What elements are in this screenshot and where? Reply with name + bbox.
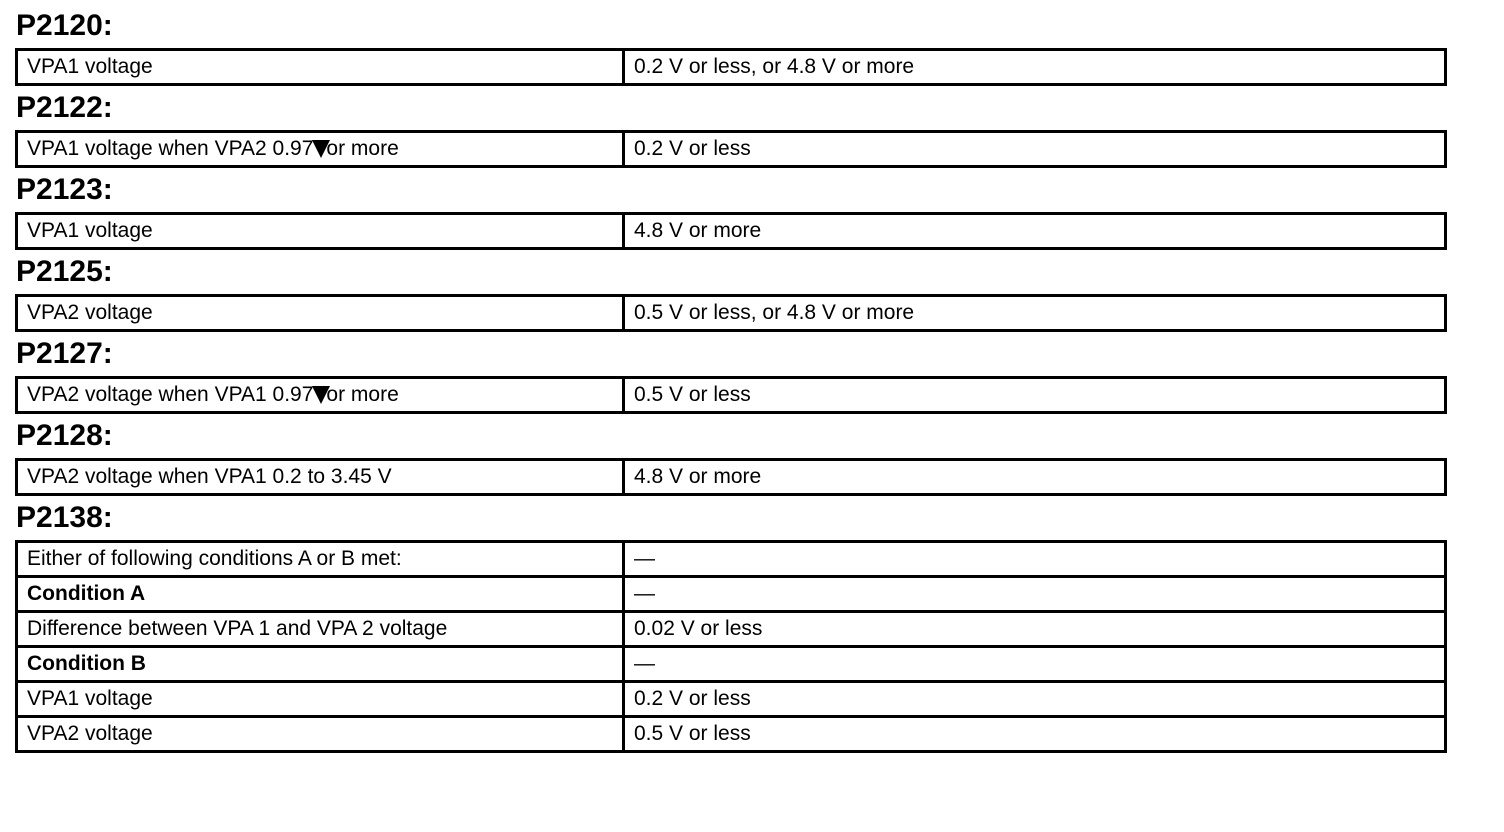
section-p2123	[15, 168, 1447, 250]
condition-cell	[17, 378, 624, 413]
condition-table	[15, 458, 1447, 496]
dtc-code-heading: P2123:	[16, 173, 113, 206]
table-row	[17, 577, 1446, 612]
table-row	[17, 682, 1446, 717]
table-row	[17, 378, 1446, 413]
threshold-cell: 0.02 V or less	[624, 612, 1446, 647]
condition-cell: VPA2 voltage	[17, 296, 624, 331]
dtc-code-heading: P2128:	[16, 419, 113, 452]
table-row	[17, 542, 1446, 577]
condition-cell	[17, 132, 624, 167]
dtc-code-heading: P2127:	[16, 337, 113, 370]
threshold-cell: —	[624, 577, 1446, 612]
threshold-cell: 0.2 V or less	[624, 132, 1446, 167]
condition-text: or more	[326, 383, 399, 406]
table-row	[17, 296, 1446, 331]
section-p2127	[15, 332, 1447, 414]
threshold-cell: 0.5 V or less, or 4.8 V or more	[624, 296, 1446, 331]
table-row	[17, 647, 1446, 682]
table-row	[17, 132, 1446, 167]
dtc-code-heading: P2120:	[16, 9, 113, 42]
condition-cell: Either of following conditions A or B met:	[17, 542, 624, 577]
condition-text: or more	[326, 137, 399, 160]
condition-text: VPA2 voltage when VPA1 0.97	[27, 383, 314, 406]
condition-b-label: Condition B	[17, 647, 624, 682]
threshold-cell: 0.2 V or less	[624, 682, 1446, 717]
threshold-cell: 4.8 V or more	[624, 460, 1446, 495]
dtc-code-heading: P2125:	[16, 255, 113, 288]
condition-cell: VPA2 voltage when VPA1 0.2 to 3.45 V	[17, 460, 624, 495]
table-row	[17, 460, 1446, 495]
condition-cell: VPA1 voltage	[17, 214, 624, 249]
threshold-cell: —	[624, 542, 1446, 577]
condition-text: VPA1 voltage when VPA2 0.97	[27, 137, 314, 160]
condition-cell: Difference between VPA 1 and VPA 2 voltage	[17, 612, 624, 647]
condition-cell: VPA1 voltage	[17, 682, 624, 717]
threshold-cell: 4.8 V or more	[624, 214, 1446, 249]
condition-table	[15, 212, 1447, 250]
section-p2122	[15, 86, 1447, 168]
threshold-cell: 0.5 V or less	[624, 378, 1446, 413]
table-row	[17, 612, 1446, 647]
section-p2128	[15, 414, 1447, 496]
threshold-cell: 0.2 V or less, or 4.8 V or more	[624, 50, 1446, 85]
dtc-code-heading: P2122:	[16, 91, 113, 124]
condition-table	[15, 540, 1447, 753]
condition-table	[15, 48, 1447, 86]
condition-cell: VPA2 voltage	[17, 717, 624, 752]
threshold-cell: —	[624, 647, 1446, 682]
table-row	[17, 717, 1446, 752]
threshold-cell: 0.5 V or less	[624, 717, 1446, 752]
section-p2120	[15, 4, 1447, 86]
section-p2125	[15, 250, 1447, 332]
dtc-conditions-page	[15, 4, 1447, 753]
condition-table	[15, 376, 1447, 414]
condition-table	[15, 294, 1447, 332]
condition-table	[15, 130, 1447, 168]
condition-cell: VPA1 voltage	[17, 50, 624, 85]
table-row	[17, 50, 1446, 85]
dtc-code-heading: P2138:	[16, 501, 113, 534]
condition-a-label: Condition A	[17, 577, 624, 612]
table-row	[17, 214, 1446, 249]
section-p2138	[15, 496, 1447, 753]
